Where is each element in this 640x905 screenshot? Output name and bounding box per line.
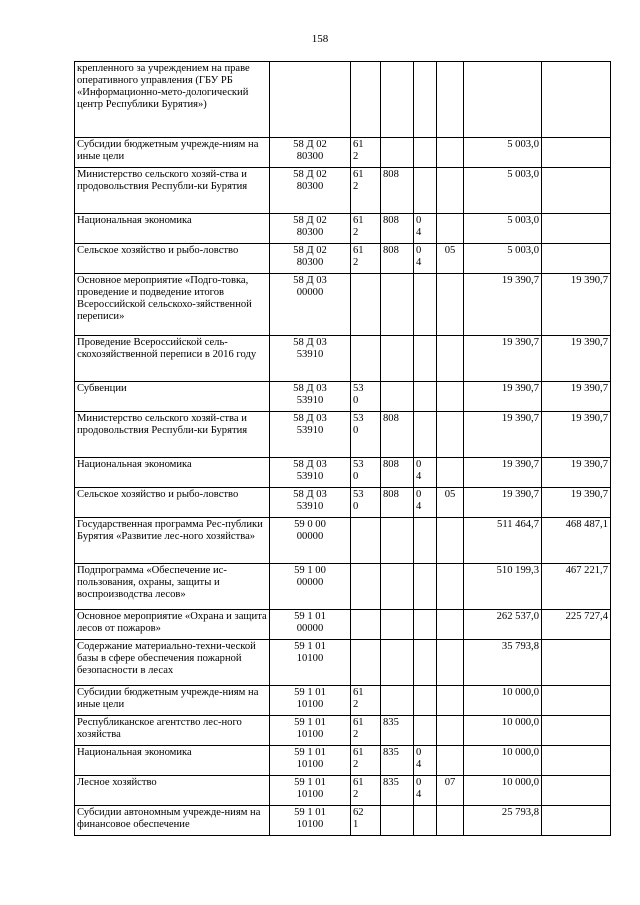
target-article-cell: 59 0 00 00000 — [270, 518, 351, 564]
table-row — [75, 336, 611, 382]
expense-type-cell: 61 2 — [351, 776, 381, 806]
subsection-cell — [437, 640, 464, 686]
subsection-cell — [437, 806, 464, 836]
administrator-code-cell — [381, 806, 414, 836]
administrator-code-cell: 835 — [381, 746, 414, 776]
target-article-cell: 59 1 01 10100 — [270, 640, 351, 686]
amount-year2-cell — [542, 776, 611, 806]
section-cell — [414, 686, 437, 716]
section-cell — [414, 564, 437, 610]
row-name-cell: Сельское хозяйство и рыбо-ловство — [75, 244, 270, 274]
table-row — [75, 138, 611, 168]
administrator-code-cell: 835 — [381, 716, 414, 746]
row-name-cell: Основное мероприятие «Подго-товка, проведение и подведение итогов Всероссийской сельскохо-зяйственной переписи» — [75, 274, 270, 336]
row-name-cell: Министерство сельского хозяй-ства и продовольствия Республи-ки Бурятия — [75, 412, 270, 458]
row-name-cell: Проведение Всероссийской сель-скохозяйственной переписи в 2016 году — [75, 336, 270, 382]
administrator-code-cell: 808 — [381, 488, 414, 518]
amount-year2-cell: 19 390,7 — [542, 336, 611, 382]
subsection-cell — [437, 168, 464, 214]
section-cell: 0 4 — [414, 488, 437, 518]
section-cell: 0 4 — [414, 746, 437, 776]
administrator-code-cell — [381, 382, 414, 412]
amount-year2-cell — [542, 806, 611, 836]
expense-type-cell: 53 0 — [351, 412, 381, 458]
section-cell — [414, 62, 437, 138]
table-row — [75, 244, 611, 274]
expense-type-cell: 61 2 — [351, 138, 381, 168]
row-name-cell: крепленного за учреждением на праве оперативного управления (ГБУ РБ «Информационно-мето-дологический центр Республики Бурятия») — [75, 62, 270, 138]
target-article-cell: 59 1 01 10100 — [270, 776, 351, 806]
table-row — [75, 686, 611, 716]
amount-year1-cell: 19 390,7 — [464, 488, 542, 518]
subsection-cell — [437, 458, 464, 488]
amount-year2-cell: 19 390,7 — [542, 382, 611, 412]
target-article-cell: 59 1 01 10100 — [270, 686, 351, 716]
administrator-code-cell: 808 — [381, 244, 414, 274]
administrator-code-cell: 808 — [381, 458, 414, 488]
amount-year1-cell: 510 199,3 — [464, 564, 542, 610]
target-article-cell: 59 1 00 00000 — [270, 564, 351, 610]
row-name-cell: Содержание материально-техни-ческой базы в сфере обеспечения пожарной безопасности в лесах — [75, 640, 270, 686]
row-name-cell: Министерство сельского хозяй-ства и продовольствия Республи-ки Бурятия — [75, 168, 270, 214]
expense-type-cell — [351, 336, 381, 382]
row-name-cell: Национальная экономика — [75, 458, 270, 488]
subsection-cell: 05 — [437, 488, 464, 518]
administrator-code-cell — [381, 62, 414, 138]
subsection-cell — [437, 412, 464, 458]
amount-year1-cell: 35 793,8 — [464, 640, 542, 686]
administrator-code-cell — [381, 686, 414, 716]
table-row — [75, 518, 611, 564]
amount-year1-cell: 19 390,7 — [464, 458, 542, 488]
section-cell — [414, 382, 437, 412]
expense-type-cell: 61 2 — [351, 244, 381, 274]
target-article-cell: 59 1 01 00000 — [270, 610, 351, 640]
section-cell: 0 4 — [414, 244, 437, 274]
amount-year2-cell: 19 390,7 — [542, 458, 611, 488]
section-cell — [414, 274, 437, 336]
row-name-cell: Национальная экономика — [75, 746, 270, 776]
subsection-cell — [437, 138, 464, 168]
subsection-cell — [437, 518, 464, 564]
row-name-cell: Республиканское агентство лес-ного хозяйства — [75, 716, 270, 746]
amount-year2-cell — [542, 168, 611, 214]
amount-year2-cell — [542, 62, 611, 138]
amount-year2-cell — [542, 746, 611, 776]
section-cell — [414, 806, 437, 836]
expense-type-cell — [351, 640, 381, 686]
target-article-cell: 58 Д 03 53910 — [270, 458, 351, 488]
target-article-cell: 58 Д 03 53910 — [270, 488, 351, 518]
table-row — [75, 274, 611, 336]
amount-year2-cell: 19 390,7 — [542, 412, 611, 458]
amount-year2-cell — [542, 138, 611, 168]
subsection-cell — [437, 214, 464, 244]
administrator-code-cell — [381, 640, 414, 686]
amount-year2-cell: 19 390,7 — [542, 488, 611, 518]
table-row — [75, 610, 611, 640]
amount-year1-cell: 10 000,0 — [464, 716, 542, 746]
budget-table — [74, 61, 611, 836]
amount-year1-cell: 10 000,0 — [464, 746, 542, 776]
amount-year1-cell: 262 537,0 — [464, 610, 542, 640]
expense-type-cell: 61 2 — [351, 214, 381, 244]
expense-type-cell: 53 0 — [351, 488, 381, 518]
expense-type-cell: 61 2 — [351, 716, 381, 746]
table-row — [75, 564, 611, 610]
section-cell — [414, 412, 437, 458]
row-name-cell: Лесное хозяйство — [75, 776, 270, 806]
target-article-cell: 58 Д 02 80300 — [270, 138, 351, 168]
subsection-cell: 07 — [437, 776, 464, 806]
expense-type-cell: 53 0 — [351, 458, 381, 488]
expense-type-cell — [351, 274, 381, 336]
row-name-cell: Сельское хозяйство и рыбо-ловство — [75, 488, 270, 518]
row-name-cell: Государственная программа Рес-публики Бурятия «Развитие лес-ного хозяйства» — [75, 518, 270, 564]
section-cell — [414, 518, 437, 564]
target-article-cell: 59 1 01 10100 — [270, 716, 351, 746]
subsection-cell — [437, 610, 464, 640]
table-row — [75, 776, 611, 806]
target-article-cell: 58 Д 03 00000 — [270, 274, 351, 336]
section-cell — [414, 138, 437, 168]
administrator-code-cell: 835 — [381, 776, 414, 806]
amount-year2-cell: 467 221,7 — [542, 564, 611, 610]
administrator-code-cell: 808 — [381, 168, 414, 214]
table-row — [75, 746, 611, 776]
row-name-cell: Субвенции — [75, 382, 270, 412]
amount-year1-cell: 511 464,7 — [464, 518, 542, 564]
amount-year2-cell — [542, 214, 611, 244]
section-cell: 0 4 — [414, 214, 437, 244]
subsection-cell — [437, 336, 464, 382]
subsection-cell: 05 — [437, 244, 464, 274]
administrator-code-cell — [381, 610, 414, 640]
section-cell — [414, 336, 437, 382]
amount-year1-cell: 19 390,7 — [464, 412, 542, 458]
amount-year2-cell — [542, 244, 611, 274]
row-name-cell: Субсидии бюджетным учрежде-ниям на иные цели — [75, 686, 270, 716]
amount-year2-cell: 19 390,7 — [542, 274, 611, 336]
subsection-cell — [437, 382, 464, 412]
target-article-cell: 59 1 01 10100 — [270, 806, 351, 836]
amount-year1-cell: 10 000,0 — [464, 776, 542, 806]
section-cell: 0 4 — [414, 776, 437, 806]
amount-year1-cell — [464, 62, 542, 138]
target-article-cell: 59 1 01 10100 — [270, 746, 351, 776]
administrator-code-cell — [381, 336, 414, 382]
expense-type-cell — [351, 62, 381, 138]
administrator-code-cell — [381, 518, 414, 564]
table-row — [75, 640, 611, 686]
table-row — [75, 382, 611, 412]
amount-year2-cell — [542, 716, 611, 746]
target-article-cell: 58 Д 02 80300 — [270, 244, 351, 274]
expense-type-cell — [351, 518, 381, 564]
amount-year1-cell: 19 390,7 — [464, 382, 542, 412]
section-cell: 0 4 — [414, 458, 437, 488]
expense-type-cell: 53 0 — [351, 382, 381, 412]
amount-year2-cell — [542, 686, 611, 716]
amount-year1-cell: 5 003,0 — [464, 214, 542, 244]
row-name-cell: Субсидии бюджетным учрежде-ниям на иные цели — [75, 138, 270, 168]
target-article-cell: 58 Д 02 80300 — [270, 214, 351, 244]
amount-year1-cell: 10 000,0 — [464, 686, 542, 716]
row-name-cell: Подпрограмма «Обеспечение ис-пользования, охраны, защиты и воспроизводства лесов» — [75, 564, 270, 610]
amount-year1-cell: 5 003,0 — [464, 244, 542, 274]
target-article-cell — [270, 62, 351, 138]
subsection-cell — [437, 274, 464, 336]
administrator-code-cell — [381, 274, 414, 336]
subsection-cell — [437, 716, 464, 746]
subsection-cell — [437, 62, 464, 138]
table-row — [75, 806, 611, 836]
section-cell — [414, 716, 437, 746]
amount-year1-cell: 5 003,0 — [464, 138, 542, 168]
expense-type-cell — [351, 610, 381, 640]
expense-type-cell: 62 1 — [351, 806, 381, 836]
section-cell — [414, 168, 437, 214]
target-article-cell: 58 Д 03 53910 — [270, 412, 351, 458]
administrator-code-cell: 808 — [381, 214, 414, 244]
amount-year1-cell: 5 003,0 — [464, 168, 542, 214]
administrator-code-cell — [381, 138, 414, 168]
row-name-cell: Субсидии автономным учрежде-ниям на финансовое обеспечение — [75, 806, 270, 836]
table-row — [75, 168, 611, 214]
amount-year2-cell: 468 487,1 — [542, 518, 611, 564]
page-number: 158 — [311, 33, 329, 45]
expense-type-cell: 61 2 — [351, 746, 381, 776]
row-name-cell: Национальная экономика — [75, 214, 270, 244]
subsection-cell — [437, 686, 464, 716]
table-row — [75, 412, 611, 458]
section-cell — [414, 640, 437, 686]
target-article-cell: 58 Д 02 80300 — [270, 168, 351, 214]
administrator-code-cell — [381, 564, 414, 610]
table-row — [75, 716, 611, 746]
target-article-cell: 58 Д 03 53910 — [270, 382, 351, 412]
table-row — [75, 488, 611, 518]
table-body — [75, 62, 611, 836]
expense-type-cell: 61 2 — [351, 686, 381, 716]
expense-type-cell — [351, 564, 381, 610]
table-row — [75, 458, 611, 488]
target-article-cell: 58 Д 03 53910 — [270, 336, 351, 382]
subsection-cell — [437, 564, 464, 610]
subsection-cell — [437, 746, 464, 776]
row-name-cell: Основное мероприятие «Охрана и защита лесов от пожаров» — [75, 610, 270, 640]
expense-type-cell: 61 2 — [351, 168, 381, 214]
amount-year1-cell: 19 390,7 — [464, 336, 542, 382]
amount-year1-cell: 25 793,8 — [464, 806, 542, 836]
amount-year2-cell: 225 727,4 — [542, 610, 611, 640]
amount-year2-cell — [542, 640, 611, 686]
administrator-code-cell: 808 — [381, 412, 414, 458]
section-cell — [414, 610, 437, 640]
table-row — [75, 214, 611, 244]
amount-year1-cell: 19 390,7 — [464, 274, 542, 336]
table-row — [75, 62, 611, 138]
